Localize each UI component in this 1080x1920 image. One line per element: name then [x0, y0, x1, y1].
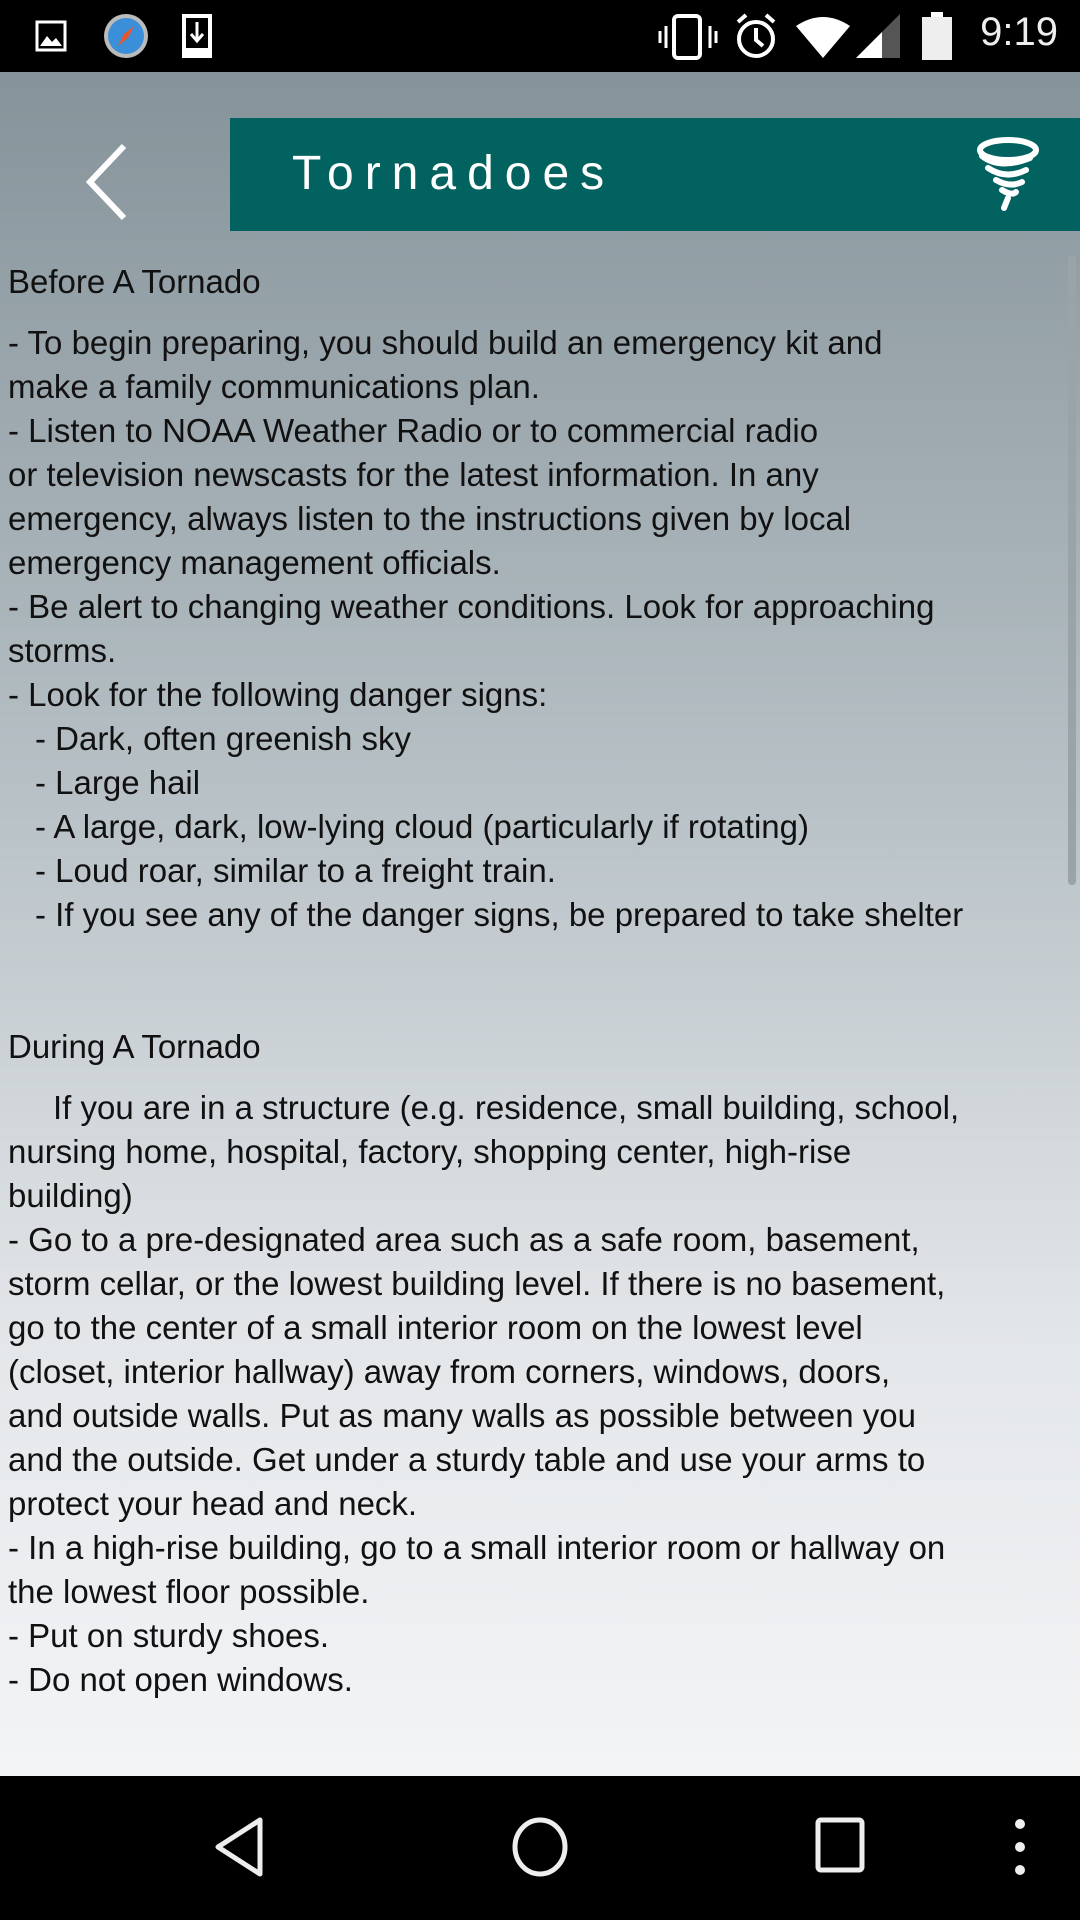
text-line: protect your head and neck.	[8, 1485, 418, 1522]
text-line: - If you see any of the danger signs, be prepared to take shelter	[35, 896, 964, 933]
text-line: - Put on sturdy shoes.	[8, 1617, 329, 1654]
text-line: If you are in a structure (e.g. residence, small building, school,	[53, 1089, 960, 1126]
status-bar	[0, 0, 1080, 72]
text-line: or television newscasts for the latest information. In any	[8, 456, 819, 493]
text-line: - Large hail	[35, 764, 201, 801]
text-line: emergency, always listen to the instructions given by local	[8, 500, 852, 537]
image-icon	[35, 20, 67, 52]
title-bar	[230, 118, 1080, 231]
battery-icon	[922, 12, 952, 60]
home-circle-icon[interactable]	[510, 1816, 570, 1878]
overflow-menu-icon[interactable]	[1010, 1816, 1030, 1878]
text-line: building)	[8, 1177, 133, 1214]
spacer	[8, 937, 1058, 1025]
text-line: - In a high-rise building, go to a small interior room or hallway on	[8, 1529, 946, 1566]
text-line: make a family communications plan.	[8, 368, 540, 405]
navigation-bar	[0, 1776, 1080, 1920]
compass-icon	[102, 12, 150, 60]
text-line: - Loud roar, similar to a freight train.	[35, 852, 556, 889]
page-title: Tornadoes	[292, 147, 616, 200]
signal-icon	[856, 14, 900, 58]
text-line: the lowest floor possible.	[8, 1573, 370, 1610]
alarm-icon	[734, 12, 778, 60]
text-line: - Do not open windows.	[8, 1661, 353, 1698]
text-line: storms.	[8, 632, 117, 669]
tornadoes-screen	[0, 72, 1080, 1776]
text-line: nursing home, hospital, factory, shopping center, high-rise	[8, 1133, 852, 1170]
section-heading: During A Tornado	[8, 1028, 261, 1065]
text-line: emergency management officials.	[8, 544, 501, 581]
text-line: - Look for the following danger signs:	[8, 676, 548, 713]
chevron-left-icon[interactable]	[80, 142, 140, 222]
text-line: - Go to a pre-designated area such as a safe room, basement,	[8, 1221, 920, 1258]
text-line: and outside walls. Put as many walls as possible between you	[8, 1397, 916, 1434]
wifi-icon	[796, 14, 850, 58]
download-icon	[180, 12, 216, 60]
article-body	[8, 260, 1058, 1817]
recents-square-icon[interactable]	[815, 1816, 867, 1878]
tornado-icon	[970, 136, 1040, 212]
text-line: - To begin preparing, you should build an emergency kit and	[8, 324, 883, 361]
text-line: (closet, interior hallway) away from corners, windows, doors,	[8, 1353, 891, 1390]
vibrate-icon	[660, 14, 716, 60]
back-triangle-icon[interactable]	[212, 1816, 268, 1878]
text-line: - Dark, often greenish sky	[35, 720, 411, 757]
text-line: and the outside. Get under a sturdy table and use your arms to	[8, 1441, 926, 1478]
clock: 9:19	[980, 10, 1058, 54]
text-line: go to the center of a small interior room on the lowest level	[8, 1309, 863, 1346]
section-heading: Before A Tornado	[8, 263, 261, 300]
text-line: - Listen to NOAA Weather Radio or to commercial radio	[8, 412, 819, 449]
text-line: - A large, dark, low-lying cloud (particularly if rotating)	[35, 808, 809, 845]
spacer	[8, 1702, 1058, 1773]
scrollbar[interactable]	[1068, 255, 1076, 885]
text-line: - Be alert to changing weather conditions. Look for approaching	[8, 588, 935, 625]
text-line: storm cellar, or the lowest building level. If there is no basement,	[8, 1265, 946, 1302]
